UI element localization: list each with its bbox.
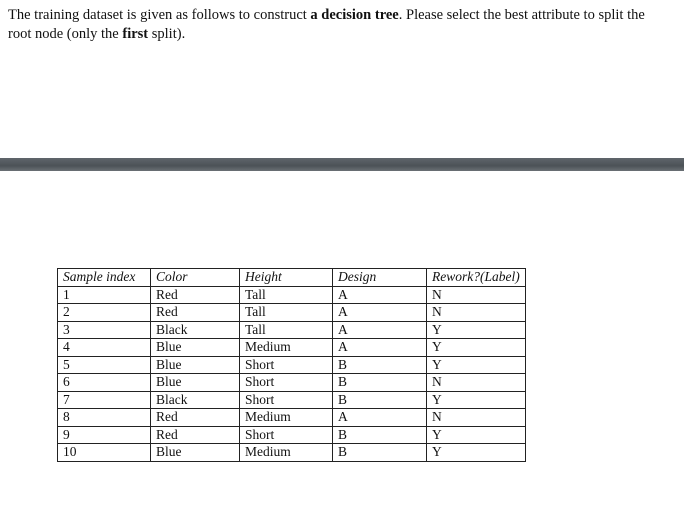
table-row [58,374,526,392]
cell-design: B [333,444,427,462]
cell-height: Tall [240,304,333,322]
cell-height: Medium [240,444,333,462]
cell-sample-index: 5 [58,356,151,374]
cell-color: Black [151,391,240,409]
table-header-row [58,269,526,287]
cell-height: Tall [240,321,333,339]
cell-sample-index: 7 [58,391,151,409]
cell-color: Red [151,426,240,444]
table-row [58,304,526,322]
cell-design: B [333,356,427,374]
cell-rework-label: Y [427,356,526,374]
cell-rework-label: N [427,286,526,304]
cell-rework-label: Y [427,339,526,357]
header-height: Height [240,269,333,287]
question-emphasis-first: first [122,26,149,42]
cell-sample-index: 2 [58,304,151,322]
table-row [58,444,526,462]
cell-color: Blue [151,444,240,462]
training-dataset-table [57,268,526,462]
cell-design: A [333,409,427,427]
cell-rework-label: Y [427,426,526,444]
cell-sample-index: 1 [58,286,151,304]
question-text [8,6,668,44]
cell-design: B [333,374,427,392]
cell-sample-index: 4 [58,339,151,357]
cell-height: Tall [240,286,333,304]
section-divider-bar [0,158,684,171]
cell-color: Red [151,286,240,304]
cell-height: Short [240,426,333,444]
header-sample-index: Sample index [58,269,151,287]
cell-color: Red [151,409,240,427]
question-emphasis-decision-tree: a decision tree [310,7,399,23]
cell-design: A [333,321,427,339]
cell-sample-index: 3 [58,321,151,339]
cell-color: Blue [151,374,240,392]
cell-sample-index: 10 [58,444,151,462]
question-part-3: split). [148,26,186,42]
cell-rework-label: N [427,374,526,392]
cell-color: Blue [151,339,240,357]
table-row [58,339,526,357]
header-color: Color [151,269,240,287]
cell-rework-label: Y [427,391,526,409]
table-row [58,321,526,339]
cell-design: A [333,304,427,322]
cell-color: Black [151,321,240,339]
cell-rework-label: Y [427,321,526,339]
cell-color: Blue [151,356,240,374]
cell-design: A [333,339,427,357]
cell-rework-label: N [427,409,526,427]
cell-sample-index: 9 [58,426,151,444]
cell-sample-index: 6 [58,374,151,392]
cell-color: Red [151,304,240,322]
cell-design: A [333,286,427,304]
header-design: Design [333,269,427,287]
cell-rework-label: N [427,304,526,322]
table-row [58,356,526,374]
question-part-1: The training dataset is given as follows to construct [8,7,311,23]
cell-design: B [333,391,427,409]
cell-height: Medium [240,339,333,357]
cell-height: Short [240,391,333,409]
table-row [58,409,526,427]
question-part-2: . Please select the best attribute to split the root node (only the [8,7,645,42]
cell-rework-label: Y [427,444,526,462]
table-row [58,426,526,444]
header-rework-label: Rework?(Label) [427,269,526,287]
table-row [58,391,526,409]
cell-height: Short [240,356,333,374]
cell-sample-index: 8 [58,409,151,427]
cell-height: Medium [240,409,333,427]
table-row [58,286,526,304]
cell-height: Short [240,374,333,392]
cell-design: B [333,426,427,444]
table-body [58,286,526,461]
